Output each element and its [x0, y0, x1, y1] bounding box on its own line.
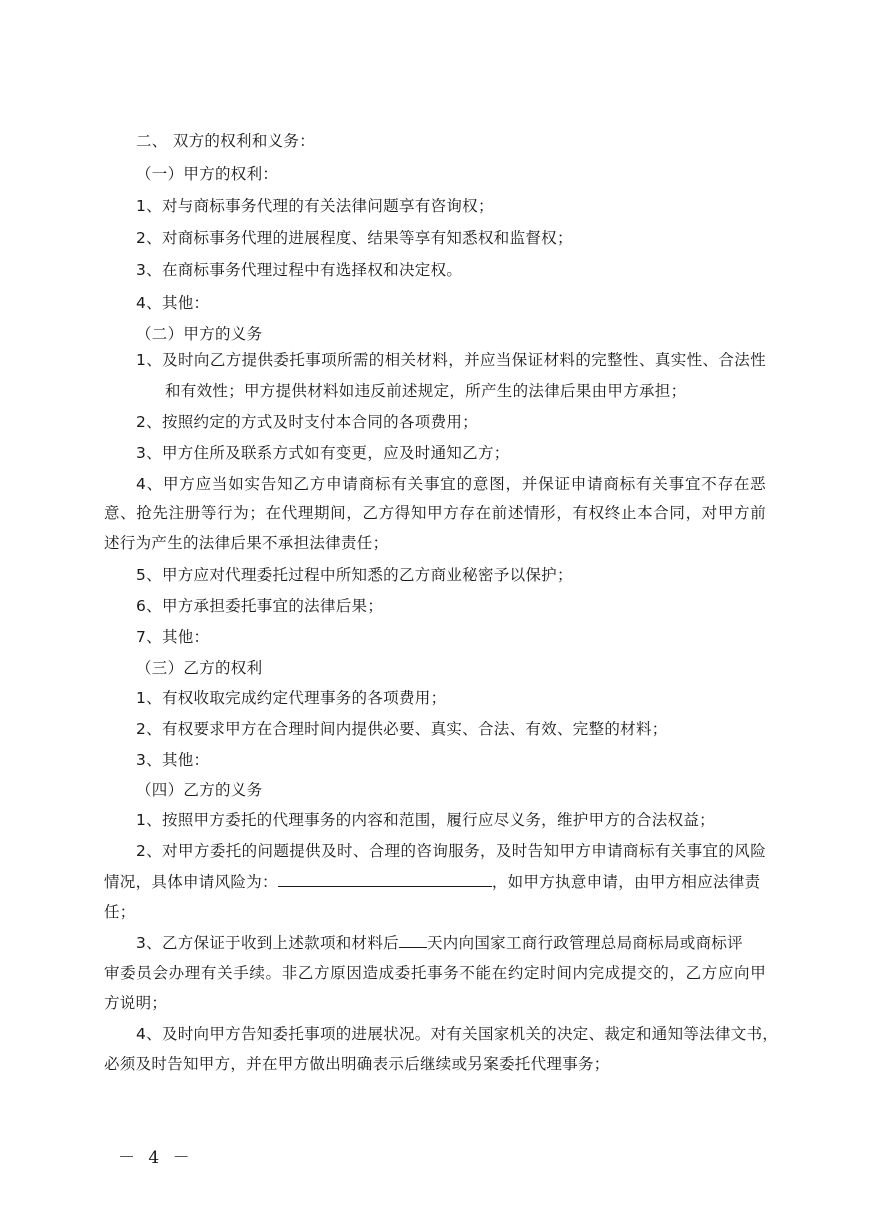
paragraph-continuation: 述行为产生的法律后果不承担法律责任； — [104, 534, 389, 552]
list-item: 1、按照甲方委托的代理事务的内容和范围，履行应尽义务，维护甲方的合法权益； — [136, 811, 715, 829]
days-tail: 天内向国家工商行政管理总局商标局或商标评 — [426, 934, 743, 952]
paragraph-continuation: 方说明； — [104, 994, 168, 1012]
subsection-heading: （一）甲方的权利： — [136, 165, 279, 183]
list-item — [136, 933, 743, 953]
list-item: 3、甲方住所及联系方式如有变更，应及时通知乙方； — [136, 444, 510, 462]
list-item: 2、对甲方委托的问题提供及时、合理的咨询服务，及时告知甲方申请商标有关事宜的风险 — [136, 842, 766, 860]
section-heading: 二、 双方的权利和义务： — [136, 132, 316, 150]
list-item: 2、对商标事务代理的进展程度、结果等享有知悉权和监督权； — [136, 229, 573, 247]
list-item: 4、甲方应当如实告知乙方申请商标有关事宜的意图，并保证申请商标有关事宜不存在恶 — [136, 475, 766, 493]
subsection-heading: （三）乙方的权利 — [136, 659, 263, 677]
paragraph-continuation: 意、抢先注册等行为；在代理期间，乙方得知甲方存在前述情形，有权终止本合同，对甲方前 — [104, 504, 766, 522]
list-item: 1、及时向乙方提供委托事项所需的相关材料，并应当保证材料的完整性、真实性、合法性 — [136, 351, 766, 369]
days-label: 3、乙方保证于收到上述款项和材料后 — [136, 934, 399, 952]
list-item: 1、对与商标事务代理的有关法律问题享有咨询权； — [136, 197, 494, 215]
list-item: 3、在商标事务代理过程中有选择权和决定权。 — [136, 261, 463, 279]
paragraph-continuation: 必须及时告知甲方，并在甲方做出明确表示后继续或另案委托代理事务； — [104, 1055, 610, 1073]
paragraph-continuation — [104, 872, 760, 892]
list-item: 2、按照约定的方式及时支付本合同的各项费用； — [136, 413, 478, 431]
list-item-continuation: 和有效性；甲方提供材料如违反前述规定，所产生的法律后果由甲方承担； — [165, 382, 687, 400]
list-item: 1、有权收取完成约定代理事务的各项费用； — [136, 689, 447, 707]
risk-blank-field[interactable] — [278, 872, 492, 887]
list-item: 4、其他： — [136, 294, 210, 312]
subsection-heading: （四）乙方的义务 — [136, 781, 263, 799]
list-item: 7、其他： — [136, 628, 210, 646]
paragraph-continuation: 任； — [104, 903, 136, 921]
list-item: 2、有权要求甲方在合理时间内提供必要、真实、合法、有效、完整的材料； — [136, 720, 668, 738]
subsection-heading: （二）甲方的义务 — [136, 325, 263, 343]
risk-tail: ，如甲方执意申请，由甲方相应法律责 — [491, 873, 761, 891]
list-item: 4、及时向甲方告知委托事项的进展状况。对有关国家机关的决定、裁定和通知等法律文书， — [136, 1025, 779, 1043]
paragraph-continuation: 审委员会办理有关手续。非乙方原因造成委托事务不能在约定时间内完成提交的，乙方应向甲 — [104, 964, 766, 982]
list-item: 3、其他： — [136, 751, 210, 769]
page-number: － 4 － — [118, 1148, 194, 1168]
list-item: 5、甲方应对代理委托过程中所知悉的乙方商业秘密予以保护； — [136, 566, 573, 584]
risk-label: 情况，具体申请风险为： — [104, 873, 278, 891]
list-item: 6、甲方承担委托事宜的法律后果； — [136, 597, 384, 615]
days-blank-field[interactable] — [399, 933, 427, 948]
